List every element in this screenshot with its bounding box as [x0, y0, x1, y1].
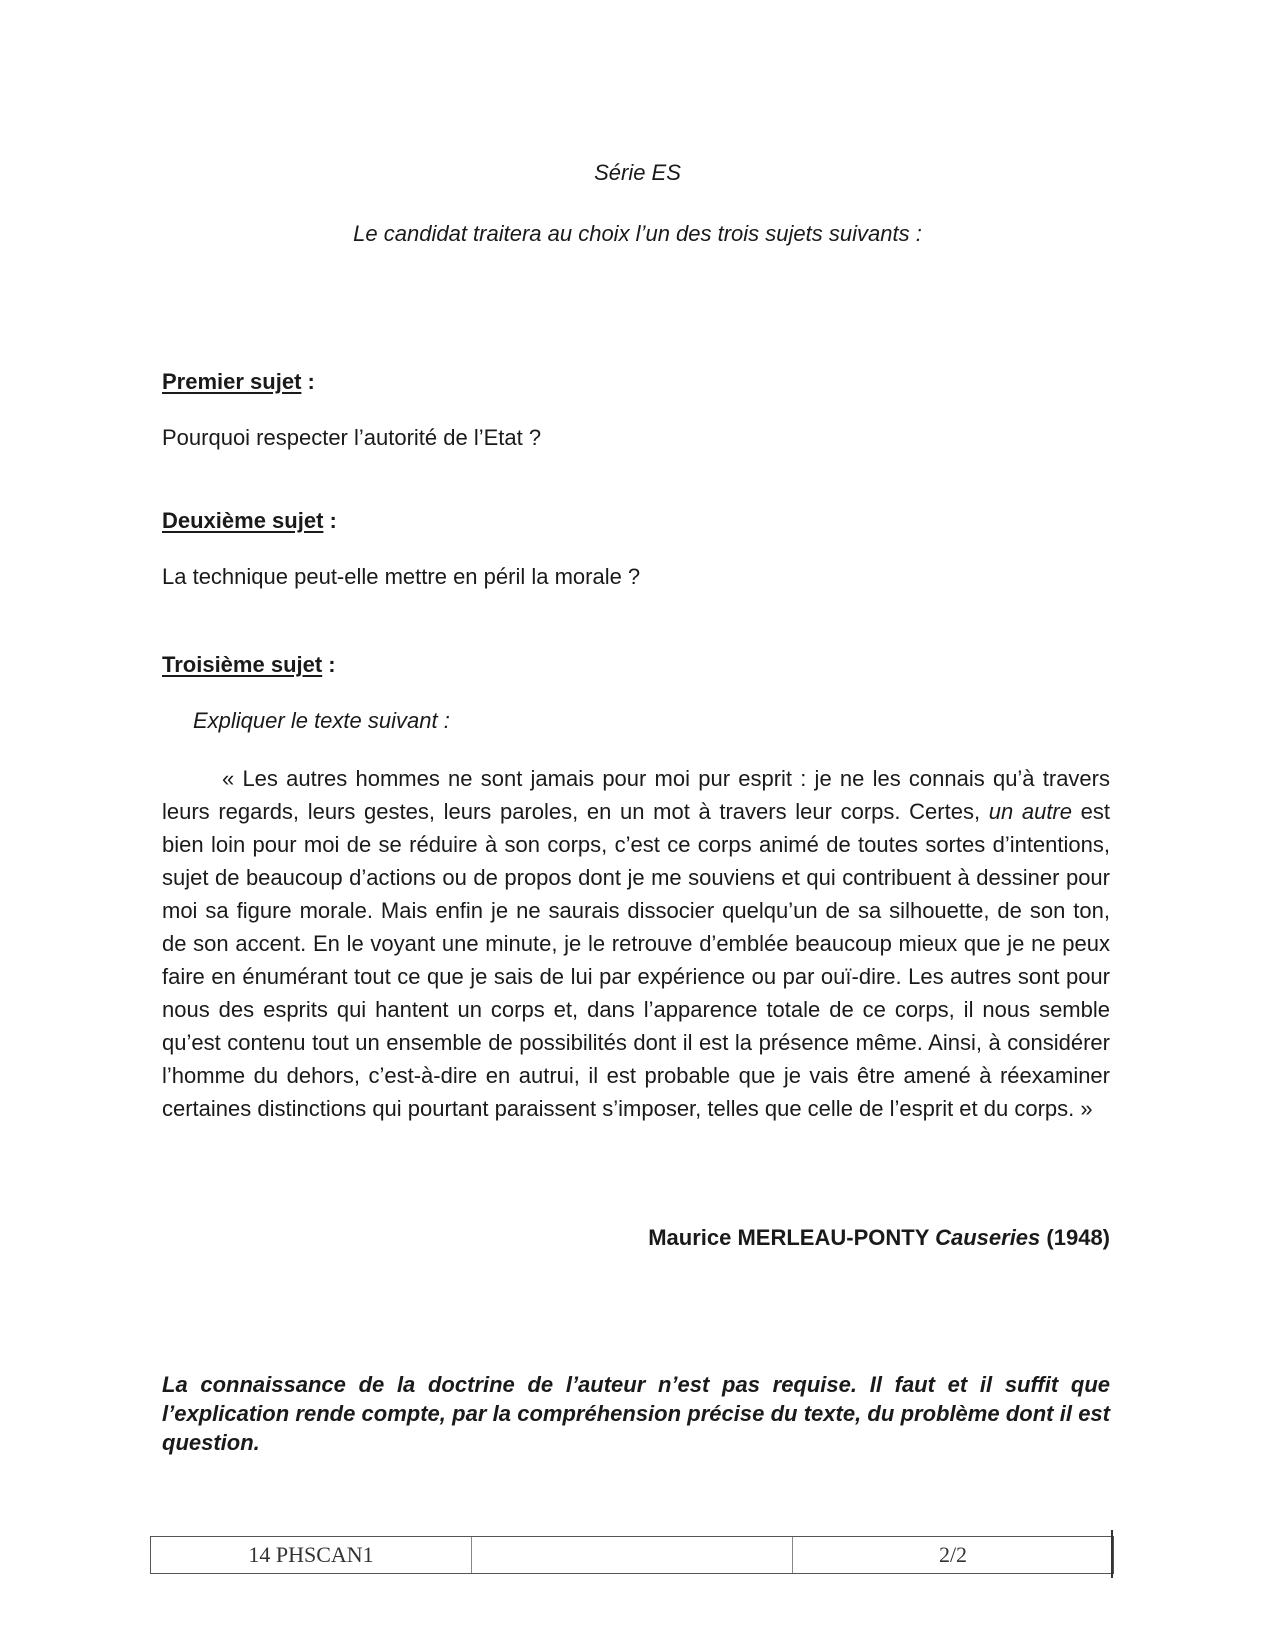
premier-sujet-question: Pourquoi respecter l’autorité de l’Etat ? — [162, 425, 542, 450]
work-title: Causeries — [935, 1225, 1041, 1250]
premier-sujet-label: Premier sujet — [162, 369, 302, 394]
heading-premier-sujet — [162, 369, 315, 395]
excerpt-part-1: « Les autres hommes ne sont jamais pour moi pur esprit : je ne les connais qu’à travers leurs regards, leurs gestes, leurs paroles, en un mot à travers leur corps. Certes, — [162, 766, 1110, 824]
heading-deuxieme-sujet — [162, 508, 337, 534]
heading-troisieme-sujet — [162, 652, 336, 678]
deuxieme-sujet-suffix: : — [323, 508, 337, 533]
work-year: (1948) — [1046, 1225, 1110, 1250]
troisieme-sujet-suffix: : — [322, 652, 336, 677]
excerpt-italic: un autre — [988, 799, 1072, 824]
footer-page-number: 2/2 — [938, 1542, 968, 1567]
troisieme-sujet-instruction: Expliquer le texte suivant : — [193, 708, 450, 733]
serie-title: Série ES — [594, 160, 681, 185]
deuxieme-sujet-question: La technique peut-elle mettre en péril la morale ? — [162, 564, 641, 589]
footer-empty-cell — [472, 1537, 793, 1573]
philosophy-excerpt — [162, 762, 1110, 1125]
footer-edge-line — [1111, 1530, 1113, 1578]
excerpt-attribution — [648, 1225, 1110, 1251]
premier-sujet-suffix: : — [301, 369, 315, 394]
choice-instruction: Le candidat traitera au choix l’un des trois sujets suivants : — [353, 221, 922, 246]
author-name: Maurice MERLEAU-PONTY — [648, 1225, 929, 1250]
footer-table — [150, 1536, 1114, 1574]
troisieme-sujet-label: Troisième sujet — [162, 652, 323, 677]
evaluation-note: La connaissance de la doctrine de l’auteur n’est pas requise. Il faut et il suffit que l’explication rende compte, par la compréhension précise du texte, du problème dont il est question. — [162, 1372, 1110, 1455]
excerpt-part-2: est bien loin pour moi de se réduire à son corps, c’est ce corps animé de toutes sortes d’intentions, sujet de beaucoup d’actions ou de propos dont je me souviens et qui contribuent à dessiner pour moi sa figure morale. Mais enfin je ne saurais dissocier quelqu’un de sa silhouette, de son ton, de son accent. En le voyant une minute, je le retrouve d’emblée beaucoup mieux que je ne peux faire en énumérant tout ce que je sais de lui par expérience ou par ouï-dire. Les autres sont pour nous des esprits qui hantent un corps et, dans l’apparence totale de ce corps, il nous semble qu’est contenu tout un ensemble de possibilités dont il est la présence même. Ainsi, à considérer l’homme du dehors, c’est-à-dire en autrui, il est probable que je vais être amené à réexaminer certaines distinctions qui pourtant paraissent s’imposer, telles que celle de l’esprit et du corps. » — [162, 799, 1111, 1121]
footer-exam-code: 14 PHSCAN1 — [151, 1537, 472, 1573]
deuxieme-sujet-label: Deuxième sujet — [162, 508, 324, 533]
